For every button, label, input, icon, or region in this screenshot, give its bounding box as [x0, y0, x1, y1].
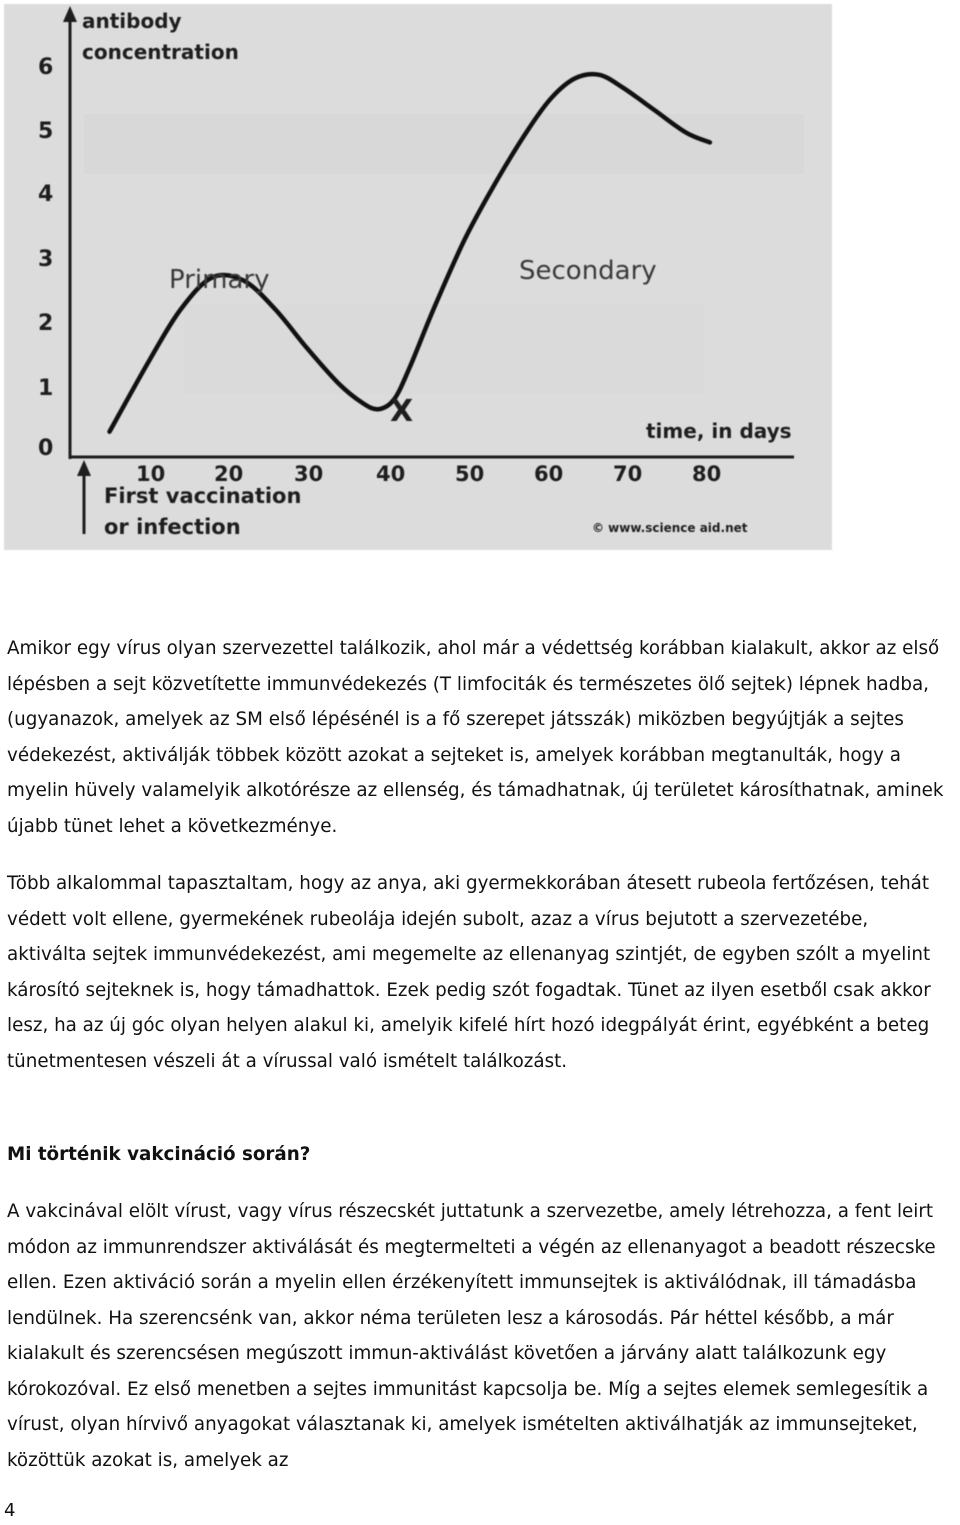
x-tick-30: 30	[294, 462, 324, 486]
section-heading: Mi történik vakcináció során?	[7, 1144, 311, 1165]
y-axis-label-line2: concentration	[82, 40, 239, 64]
x-axis-label: time, in days	[646, 419, 792, 443]
x-tick-10: 10	[136, 462, 166, 486]
antibody-chart	[4, 4, 832, 550]
x-tick-80: 80	[692, 462, 722, 486]
vaccination-label-line2: or infection	[104, 515, 241, 539]
secondary-response-label: Secondary	[519, 256, 657, 286]
paragraph-2: Több alkalommal tapasztaltam, hogy az anya, aki gyermekkorában átesett rubeola fertőzésen, tehát védett volt ellene, gyermekének rubeolája idején subolt, azaz a vírus bejutott a szervezetébe, aktiválta sejtek immunvédekezést, ami megemelte az ellenanyag szintjét, de egyben szólt a myelint károsító sejteknek is, hogy támadhattok. Ezek pedig szót fogadtak. Tünet az ilyen esetből csak akkor lesz, ha az új góc olyan helyen alakul ki, amelyik kifelé hírt hozó idegpályát érint, egyébként a beteg tünetmentesen vészeli át a vírussal való ismételt találkozást.	[7, 873, 931, 1072]
paragraph-3: A vakcinával elölt vírust, vagy vírus részecskét juttatunk a szervezetbe, amely létrehozza, a fent leirt módon az immunrendszer aktiválását és megtermelteti a végén az ellenanyagot a beadott részecske ellen. Ezen aktiváció során a myelin ellen érzékenyített immunsejtek is aktiválódnak, ill támadásba lendülnek. Ha szerencsénk van, akkor néma területen lesz a károsodás. Pár héttel később, a már kialakult és szerencsésen megúszott immun-aktiválást követően a járvány alatt találkozunk egy kórokozóval. Ez első menetben a sejtes immunitást kapcsolja be. Míg a sejtes elemek semlegesítik a vírust, olyan hírvivő anyagokat választanak ki, amelyek ismételten aktiválhatják az immunsejteket, közöttük azokat is, amelyek az	[7, 1201, 936, 1471]
y-tick-6: 6	[38, 55, 54, 80]
image-credit: © www.science aid.net	[592, 521, 748, 535]
y-tick-2: 2	[38, 311, 54, 336]
x-tick-20: 20	[214, 462, 244, 486]
paragraph-1: Amikor egy vírus olyan szervezettel találkozik, ahol már a védettség korábban kialakult, akkor az első lépésben a sejt közvetítette immunvédekezés (T limfociták és természetes ölő sejtek) lépnek hadba, (ugyanazok, amelyek az SM első lépésénél is a fő szerepet játsszák) miközben begyújtják a sejtes védekezést, aktiválják többek között azokat a sejteket is, amelyek korábban megtanulták, hogy a myelin hüvely valamelyik alkotórésze az ellenség, és támadhatnak, új területet károsíthatnak, aminek újabb tünet lehet a következménye.	[7, 638, 944, 837]
y-tick-4: 4	[38, 182, 54, 207]
x-tick-70: 70	[613, 462, 643, 486]
y-tick-3: 3	[38, 247, 54, 272]
antibody-response-figure	[4, 4, 832, 550]
y-tick-1: 1	[38, 376, 54, 401]
y-tick-0: 0	[38, 436, 54, 461]
y-axis-label-line1: antibody	[82, 9, 182, 33]
primary-response-label: Primary	[169, 265, 270, 295]
y-tick-5: 5	[38, 119, 54, 144]
vaccination-label-line1: First vaccination	[104, 484, 302, 508]
x-tick-60: 60	[534, 462, 564, 486]
minimum-marker: X	[390, 394, 414, 429]
x-tick-40: 40	[376, 462, 406, 486]
page-number: 4	[4, 1500, 16, 1521]
x-tick-50: 50	[455, 462, 485, 486]
